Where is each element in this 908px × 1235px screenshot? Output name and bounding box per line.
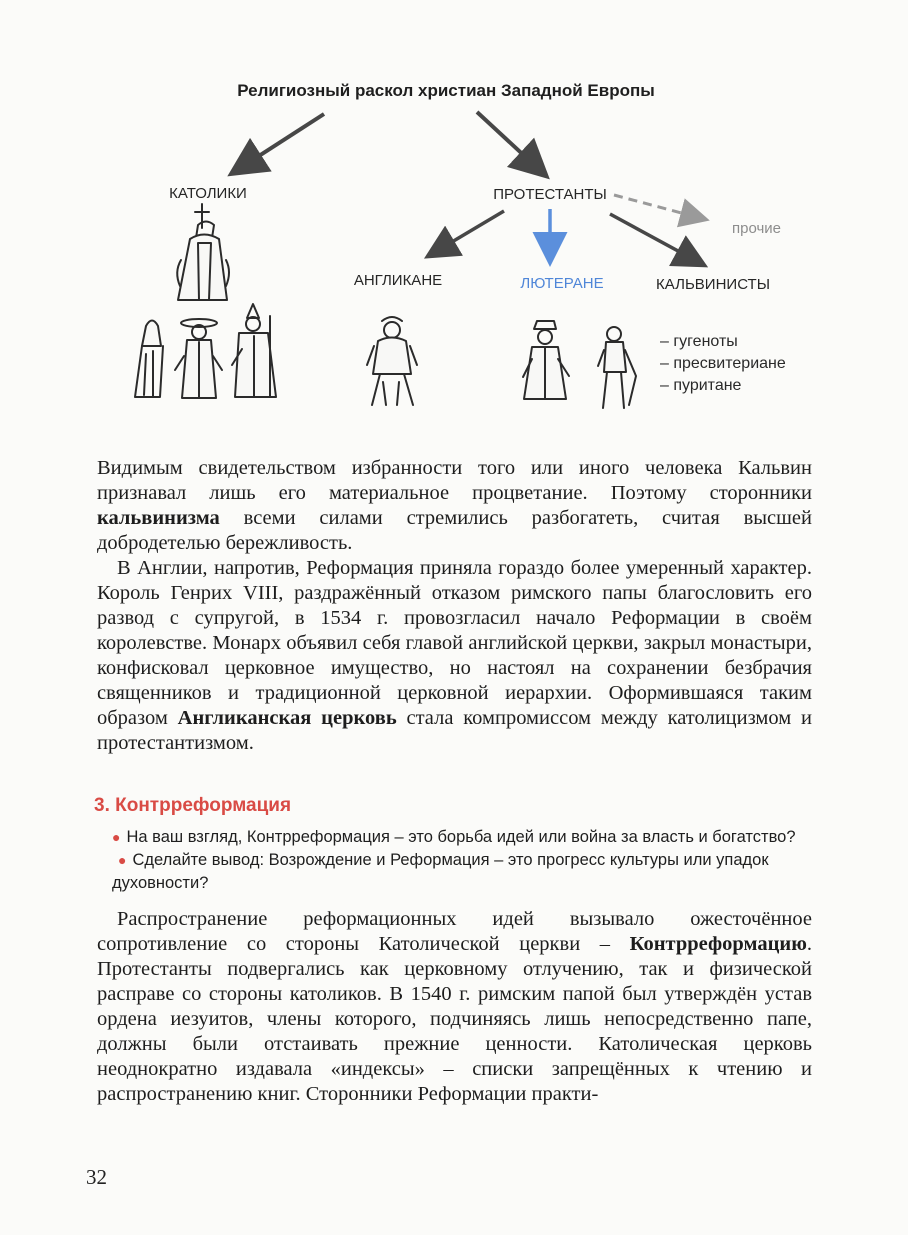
pope-figure	[177, 204, 229, 300]
protestants-arrow	[477, 112, 544, 174]
anglican-figure	[367, 317, 417, 405]
religious-split-diagram	[0, 0, 908, 440]
counter-reformation-paragraph	[97, 907, 812, 1107]
anglicans-arrow	[430, 211, 504, 255]
england-text-after: стала компромиссом между католицизмом и протестантизмом.	[97, 707, 812, 754]
anglicans-label: АНГЛИКАНЕ	[353, 272, 443, 289]
section-title: 3. Контрреформация	[94, 795, 292, 816]
monk-figure	[135, 321, 163, 398]
others-label: прочие	[732, 220, 782, 237]
question-1: На ваш взгляд, Контрреформация – это борьба идей или война за власть и богатство?	[126, 828, 796, 846]
calvinist-group-huguenots: – гугеноты	[660, 333, 738, 350]
others-arrow	[614, 195, 704, 219]
calvinism-term: кальвинизма	[97, 507, 220, 529]
catholics-label: КАТОЛИКИ	[169, 185, 247, 202]
lutheran-figure	[523, 321, 569, 399]
calvinism-text-before: Видимым свидетельством избранности того или иного человека Кальвин признавал лишь его материальное процветание. Поэтому сторонники	[97, 457, 812, 504]
calvinism-paragraph	[97, 456, 812, 556]
page-number: 32	[86, 1165, 107, 1189]
bullet-icon: ●	[118, 852, 127, 868]
diagram-title: Религиозный раскол христиан Западной Европы	[237, 81, 655, 100]
bishop-figure	[232, 304, 276, 397]
calvinists-arrow	[610, 214, 702, 264]
bullet-icon: ●	[112, 829, 121, 845]
counter-reformation-text	[97, 907, 812, 1107]
counter-reformation-before: Распространение реформационных идей вызывало ожесточённое сопротивление со стороны Католической церкви –	[97, 908, 812, 955]
question-2: Сделайте вывод: Возрождение и Реформация – это прогресс культуры или упадок духовности?	[112, 851, 769, 892]
calvinist-group-presbyterians: – пресвитериане	[660, 355, 786, 372]
england-reformation-text	[97, 556, 812, 756]
calvinist-figure	[598, 327, 636, 408]
catholics-arrow	[234, 114, 324, 172]
counter-reformation-term: Контрреформацию	[629, 933, 807, 955]
protestants-label: ПРОТЕСТАНТЫ	[493, 186, 607, 203]
discussion-questions	[112, 826, 812, 895]
cardinal-figure	[175, 319, 222, 398]
calvinism-text-after: всеми силами стремились разбогатеть, считая высшей добродетелью бережливость.	[97, 507, 812, 554]
counter-reformation-after: . Протестанты подвергались как церковному отлучению, так и физической расправе со стороны католиков. В 1540 г. римским папой был утверждён устав ордена иезуитов, члены которого, подчиняясь лишь непосредственно папе, должны были отстаивать прежние ценности. Католическая церковь неоднократно издавала «индексы» – списки запрещённых к чтению и распространению книг. Сторонники Реформации практи-	[97, 933, 812, 1105]
england-reformation-paragraph	[97, 556, 812, 756]
anglican-church-term: Англиканская церковь	[177, 707, 397, 729]
calvinist-group-puritans: – пуритане	[660, 377, 742, 394]
calvinists-label: КАЛЬВИНИСТЫ	[656, 276, 770, 293]
england-text-before: В Англии, напротив, Реформация приняла гораздо более умеренный характер. Король Генрих VIII, раздражённый отказом римского папы благословить его развод с супругой, в 1534 г. провозгласил начало Реформации в своём королевстве. Монарх объявил себя главой английской церкви, закрыл монастыри, конфисковал церковное имущество, но настоял на сохранении безбрачия священников и традиционной церковной иерархии. Оформившаяся таким образом	[97, 557, 812, 729]
lutherans-label: ЛЮТЕРАНЕ	[520, 275, 604, 292]
calvinism-text	[97, 456, 812, 556]
